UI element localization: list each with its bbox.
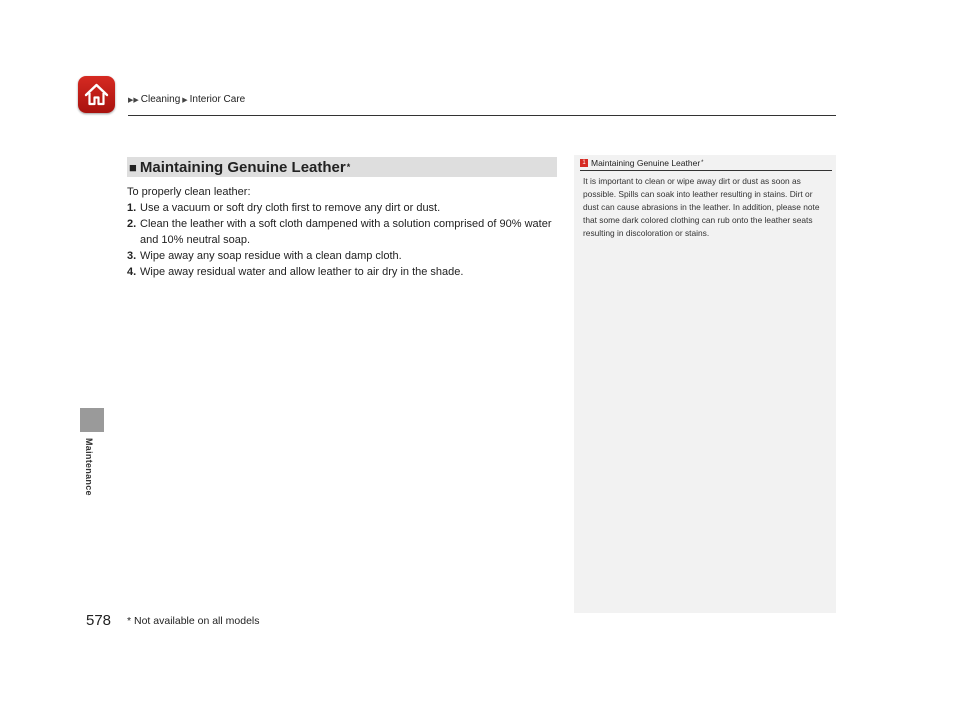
instructions (127, 184, 557, 280)
step-text: Wipe away residual water and allow leather to air dry in the shade. (140, 266, 464, 278)
breadcrumb-current: Interior Care (189, 94, 246, 105)
sidenote-title (580, 158, 704, 168)
heading-square-icon: ■ (129, 159, 137, 175)
section-heading (127, 157, 557, 177)
note-marker-icon: 1 (580, 159, 588, 167)
chapter-tab[interactable] (80, 408, 104, 432)
footnote: * Not available on all models (127, 615, 260, 627)
step-item (127, 264, 557, 280)
step-item (127, 216, 557, 248)
breadcrumb (128, 94, 245, 105)
home-button[interactable] (78, 76, 115, 113)
sidenote-text: It is important to clean or wipe away dirt or dust as soon as possible. Spills can soak into leather resulting in stains. Dirt or dust can cause abrasions in the leather. In addition, please note that some dark colored clothing can rub onto the leather seats resulting in discoloration or stains. (583, 176, 820, 238)
step-text: Clean the leather with a soft cloth dampened with a solution comprised of 90% water and 10% neutral soap. (140, 218, 552, 246)
chapter-tab-label: Maintenance (84, 438, 94, 496)
step-item (127, 248, 557, 264)
availability-star: * (346, 162, 351, 172)
breadcrumb-link-cleaning[interactable]: Cleaning (140, 94, 181, 105)
header-divider (128, 115, 836, 116)
step-number: 2. (127, 218, 137, 230)
step-number: 1. (127, 202, 137, 214)
sidenote-divider (580, 170, 832, 171)
step-item (127, 200, 557, 216)
breadcrumb-arrow-icon: ▶ (182, 96, 188, 104)
home-icon (84, 82, 109, 107)
breadcrumb-arrow-icon: ▶▶ (128, 96, 139, 104)
step-number: 3. (127, 250, 137, 262)
page-number: 578 (86, 612, 112, 629)
sidenote-panel (574, 155, 836, 613)
instructions-intro: To properly clean leather: (127, 186, 251, 198)
step-number: 4. (127, 266, 137, 278)
step-text: Use a vacuum or soft dry cloth first to remove any dirt or dust. (140, 202, 441, 214)
step-text: Wipe away any soap residue with a clean damp cloth. (140, 250, 402, 262)
sidenote-title-text: Maintaining Genuine Leather (591, 158, 701, 168)
section-heading-text: Maintaining Genuine Leather (139, 158, 346, 176)
availability-star: * (701, 160, 704, 166)
